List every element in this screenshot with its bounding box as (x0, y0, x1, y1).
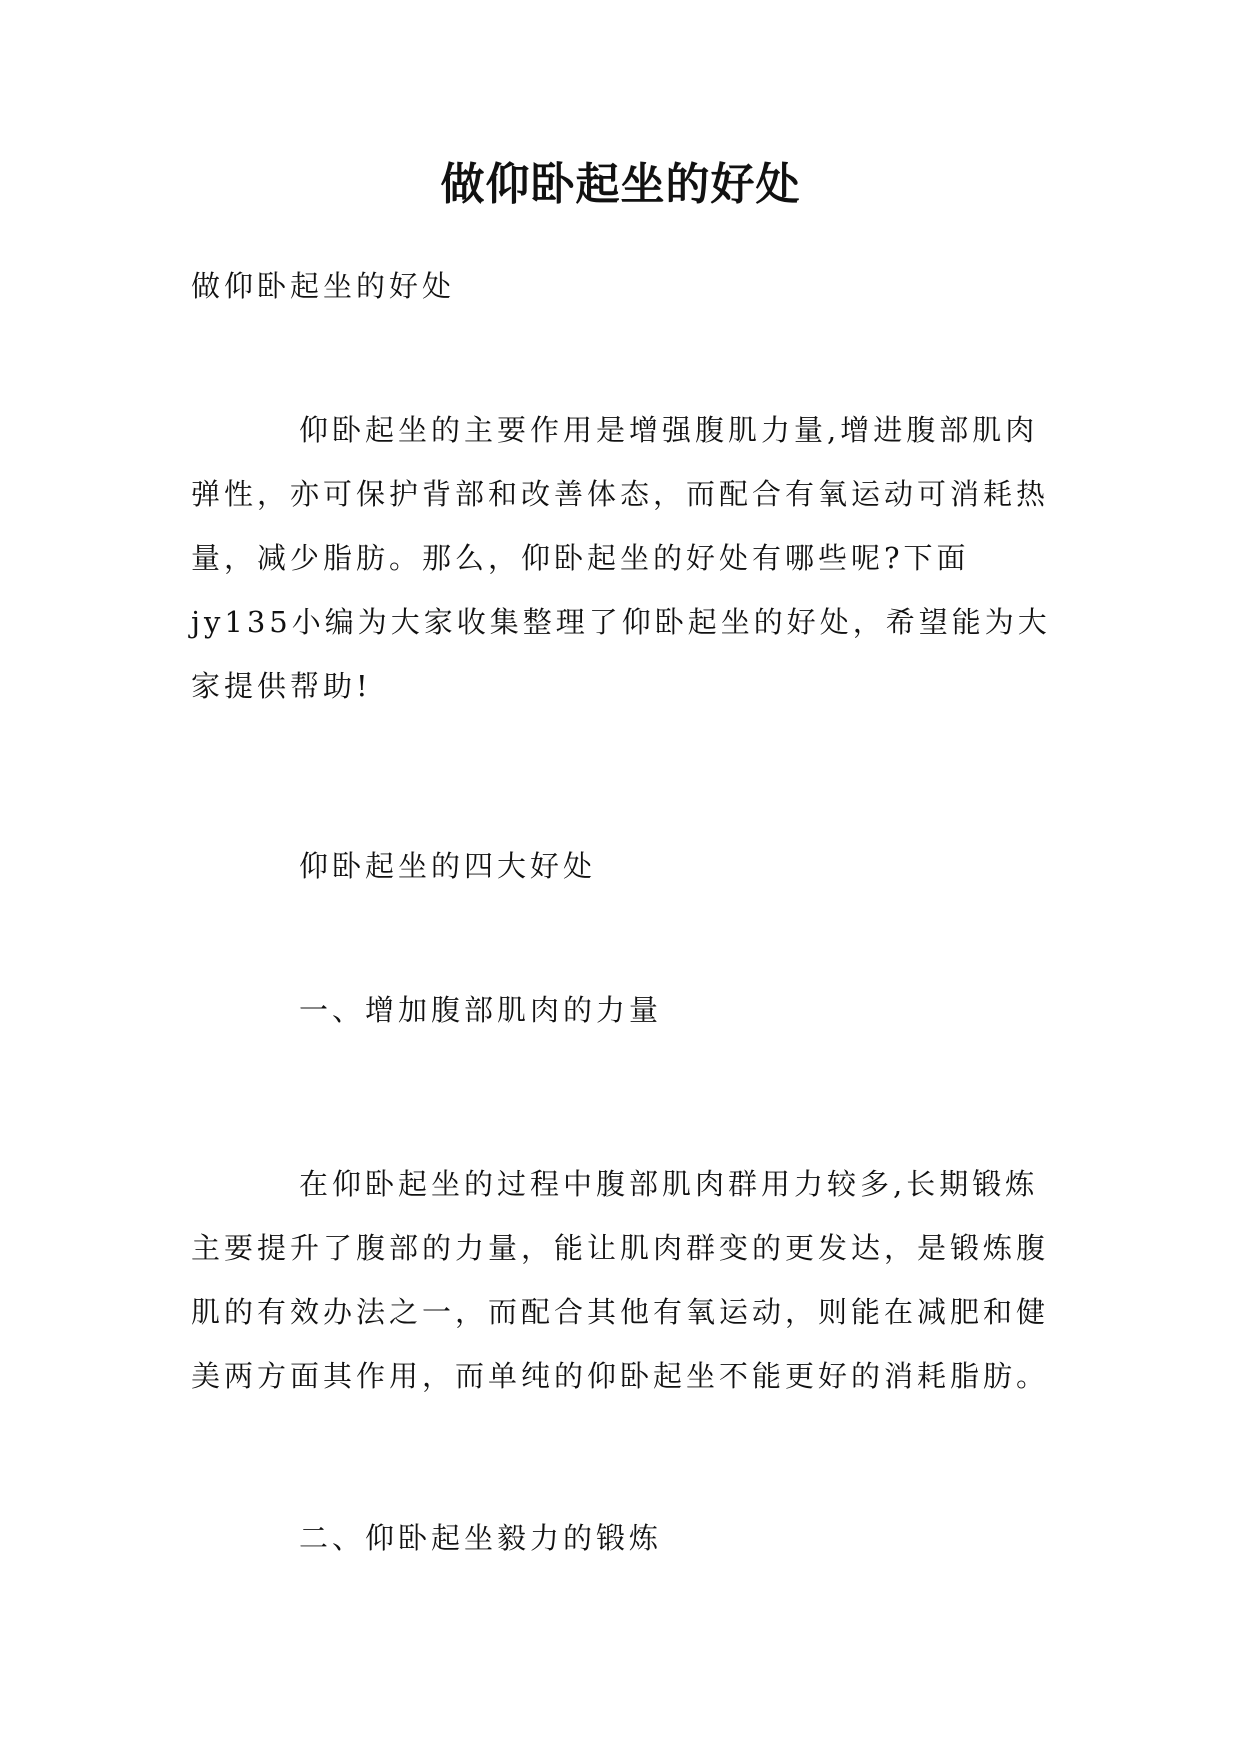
point-one-heading: 一、增加腹部肌肉的力量 (299, 993, 663, 1027)
section-heading: 仰卧起坐的四大好处 (299, 849, 597, 883)
document-subtitle: 做仰卧起坐的好处 (191, 269, 456, 303)
document-title: 做仰卧起坐的好处 (440, 159, 801, 210)
point-two-heading: 二、仰卧起坐毅力的锻炼 (299, 1521, 663, 1555)
point-one-paragraph: 在仰卧起坐的过程中腹部肌肉群用力较多,长期锻炼主要提升了腹部的力量，能让肌肉群变的更发达，是锻炼腹肌的有效办法之一，而配合其他有氧运动，则能在减肥和健美两方面其作用，而单纯的仰卧起坐不能更好的消耗脂肪。 (191, 1167, 1050, 1393)
intro-paragraph: 仰卧起坐的主要作用是增强腹肌力量,增进腹部肌肉弹性，亦可保护背部和改善体态，而配合有氧运动可消耗热量，减少脂肪。那么，仰卧起坐的好处有哪些呢?下面jy135小编为大家收集整理了仰卧起坐的好处，希望能为大家提供帮助! (191, 413, 1051, 703)
